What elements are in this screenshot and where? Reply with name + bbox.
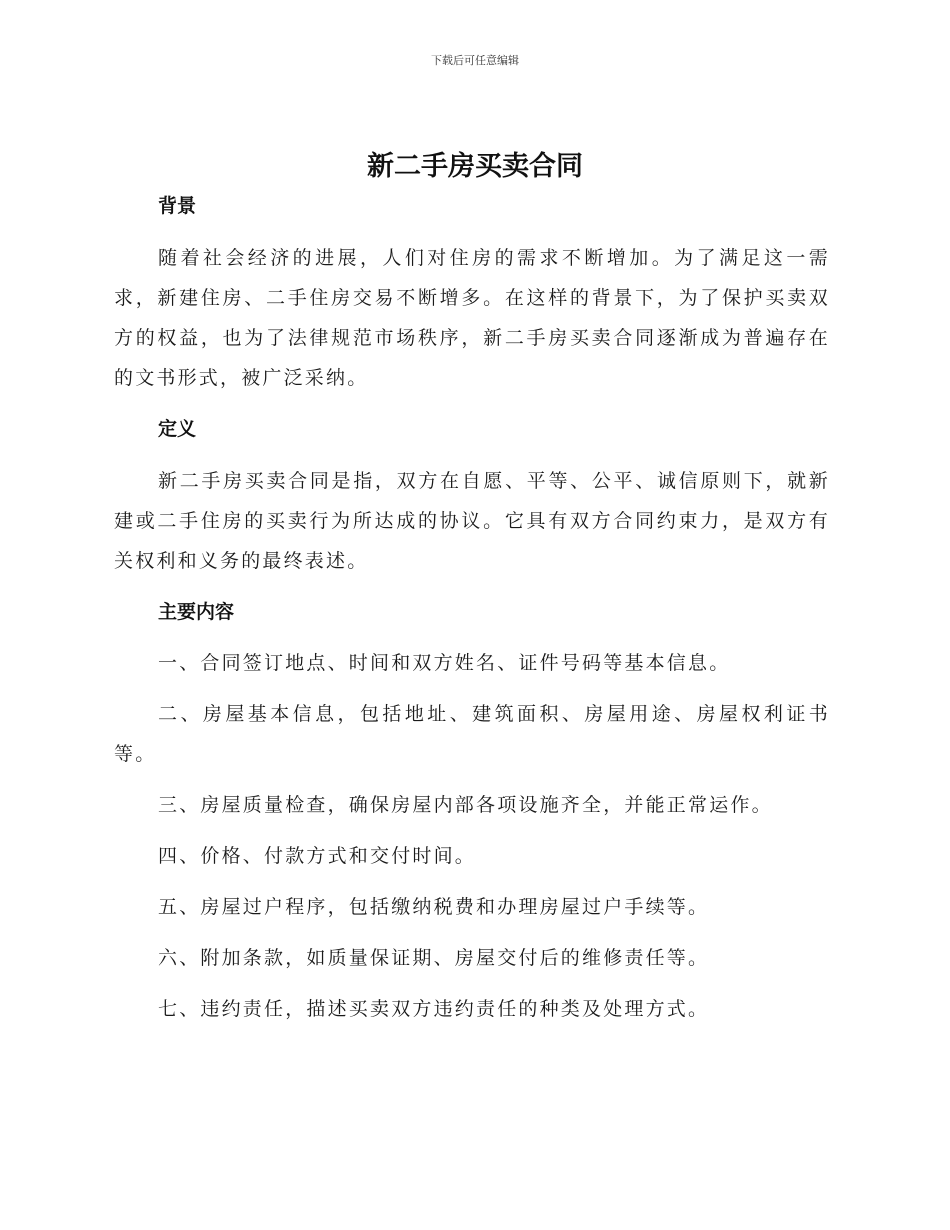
content-item-5: 五、房屋过户程序，包括缴纳税费和办理房屋过户手续等。 — [158, 896, 710, 918]
document-title: 新二手房买卖合同 — [367, 151, 583, 182]
page-header-note: 下载后可任意编辑 — [431, 54, 519, 67]
content-item-6: 六、附加条款，如质量保证期、房屋交付后的维修责任等。 — [158, 947, 710, 969]
content-item-1: 一、合同签订地点、时间和双方姓名、证件号码等基本信息。 — [158, 652, 731, 674]
content-item-2: 二、房屋基本信息，包括地址、建筑面积、房屋用途、房屋权利证书等。 — [114, 703, 830, 765]
content-item-3: 三、房屋质量检查，确保房屋内部各项设施齐全，并能正常运作。 — [158, 794, 773, 816]
content-item-7: 七、违约责任，描述买卖双方违约责任的种类及处理方式。 — [158, 998, 710, 1020]
paragraph-definition: 新二手房买卖合同是指，双方在自愿、平等、公平、诚信原则下，就新建或二手住房的买卖行为所达成的协议。它具有双方合同约束力，是双方有关权利和义务的最终表述。 — [114, 470, 830, 572]
content-item-4: 四、价格、付款方式和交付时间。 — [158, 845, 477, 867]
heading-definition: 定义 — [158, 418, 197, 440]
heading-main-content: 主要内容 — [158, 601, 235, 623]
heading-background: 背景 — [158, 195, 197, 217]
paragraph-background: 随着社会经济的进展，人们对住房的需求不断增加。为了满足这一需求，新建住房、二手住房交易不断增多。在这样的背景下，为了保护买卖双方的权益，也为了法律规范市场秩序，新二手房买卖合同逐渐成为普遍存在的文书形式，被广泛采纳。 — [114, 247, 830, 389]
document-body — [114, 186, 830, 1029]
